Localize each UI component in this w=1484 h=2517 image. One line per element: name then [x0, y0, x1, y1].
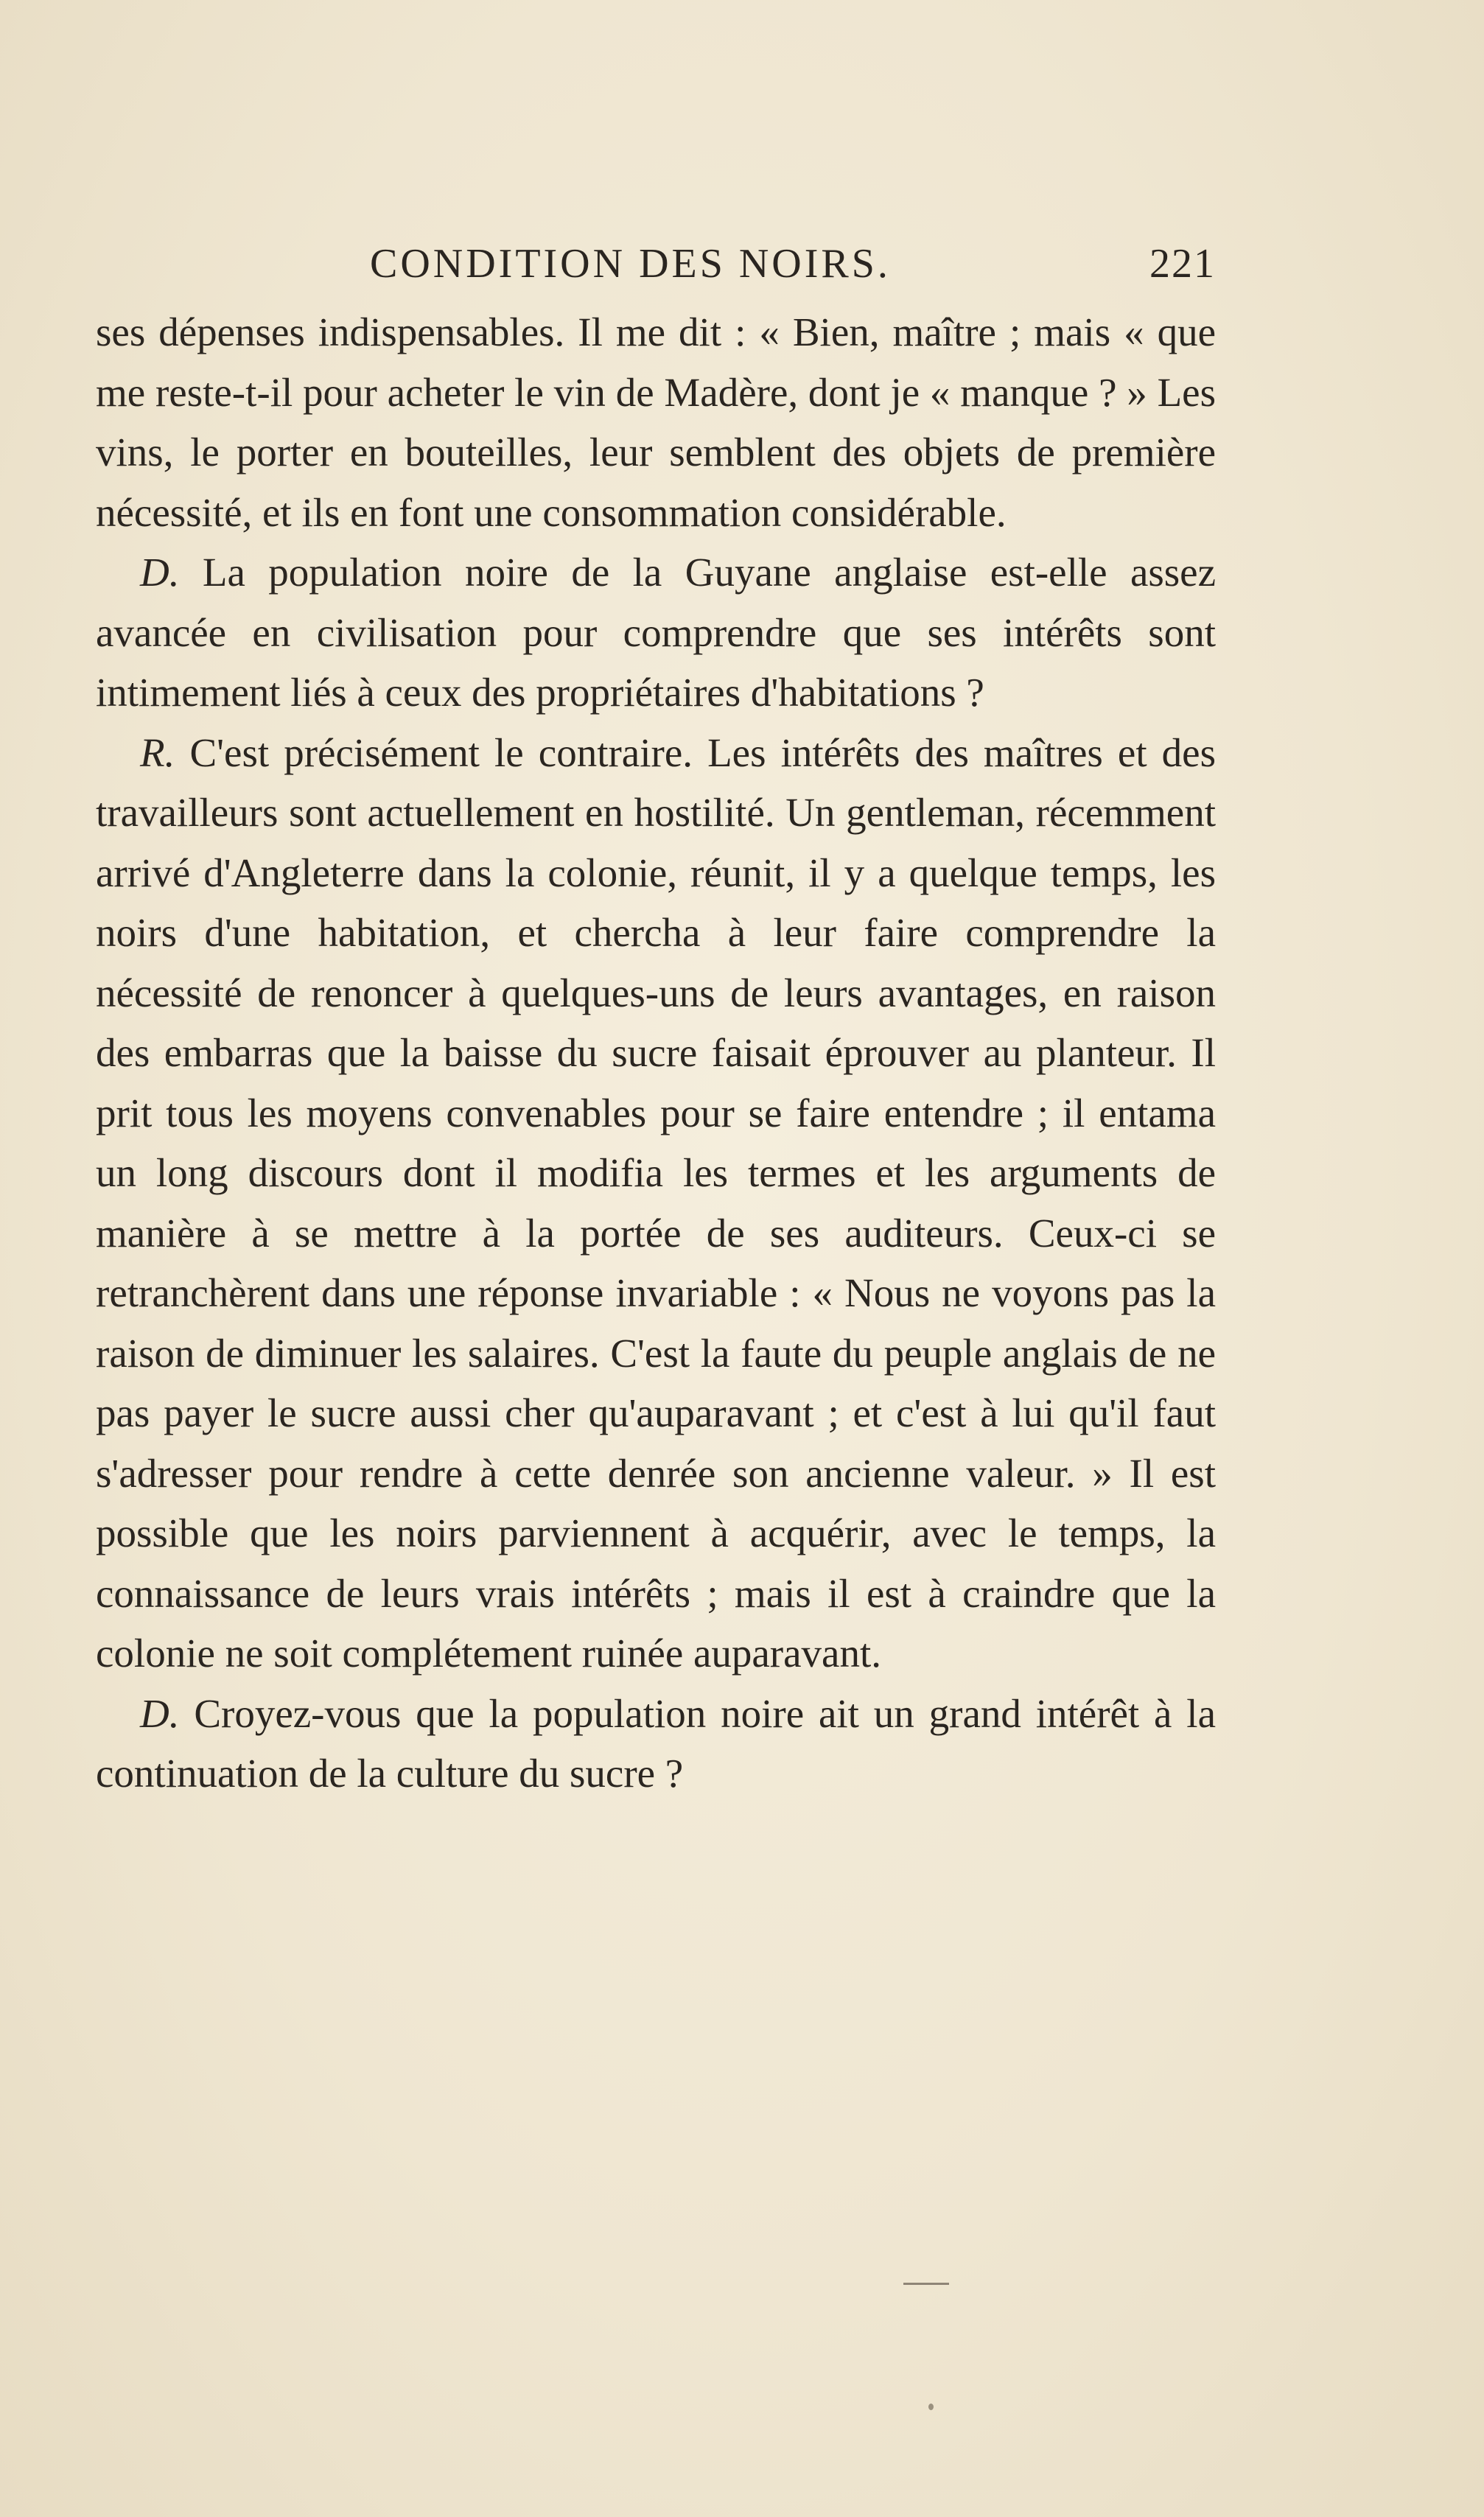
footer-rule	[903, 2283, 949, 2285]
paragraph-question	[96, 542, 1216, 723]
speaker-label: R.	[140, 729, 175, 775]
paragraph-text: La population noire de la Guyane anglaise est-elle assez avancée en civilisation pour comprendre que ses intérêts sont intimement liés à ceux des propriétaires d'habitations ?	[96, 550, 1216, 715]
paragraph-text: Croyez-vous que la population noire ait un grand intérêt à la continuation de la culture du sucre ?	[96, 1690, 1217, 1796]
paper-speck	[928, 2404, 934, 2410]
body-text	[96, 302, 1216, 1804]
paragraph-text: ses dépenses indispensables. Il me dit : « Bien, maître ; mais « que me reste-t-il pour acheter le vin de Madère, dont je « manque ? » Les vins, le porter en bouteilles, leur semblent des objets de première nécessité, et ils en font une consommation considérable.	[96, 309, 1216, 535]
paragraph-text: C'est précisément le contraire. Les intérêts des maîtres et des travailleurs sont actuellement en hostilité. Un gentleman, récemment arrivé d'Angleterre dans la colonie, réunit, il y a quelque temps, les noirs d'une habitation, et chercha à leur faire comprendre la nécessité de renoncer à quelques-uns de leurs avantages, en raison des embarras que la baisse du sucre faisait éprouver au planteur. Il prit tous les moyens convenables pour se faire entendre ; il entama un long discours dont il modifia les termes et les arguments de manière à se mettre à la portée de ses auditeurs. Ceux-ci se retranchèrent dans une réponse invariable : « Nous ne voyons pas la raison de diminuer les salaires. C'est la faute du peuple anglais de ne pas payer le sucre aussi cher qu'auparavant ; et c'est à lui qu'il faut s'adresser pour rendre à cette denrée son ancienne valeur. » Il est possible que les noirs parviennent à acquérir, avec le temps, la connaissance de leurs vrais intérêts ; mais il est à craindre que la colonie ne soit complétement ruinée auparavant.	[96, 729, 1216, 1676]
paragraph-continuation	[96, 302, 1216, 542]
page-number: 221	[1149, 241, 1216, 287]
paragraph-answer	[96, 723, 1216, 1684]
paragraph-question	[96, 1684, 1216, 1804]
speaker-label: D.	[140, 550, 180, 595]
page-header	[96, 234, 1216, 293]
speaker-label: D.	[140, 1690, 180, 1736]
running-head: CONDITION DES NOIRS.	[370, 241, 891, 287]
